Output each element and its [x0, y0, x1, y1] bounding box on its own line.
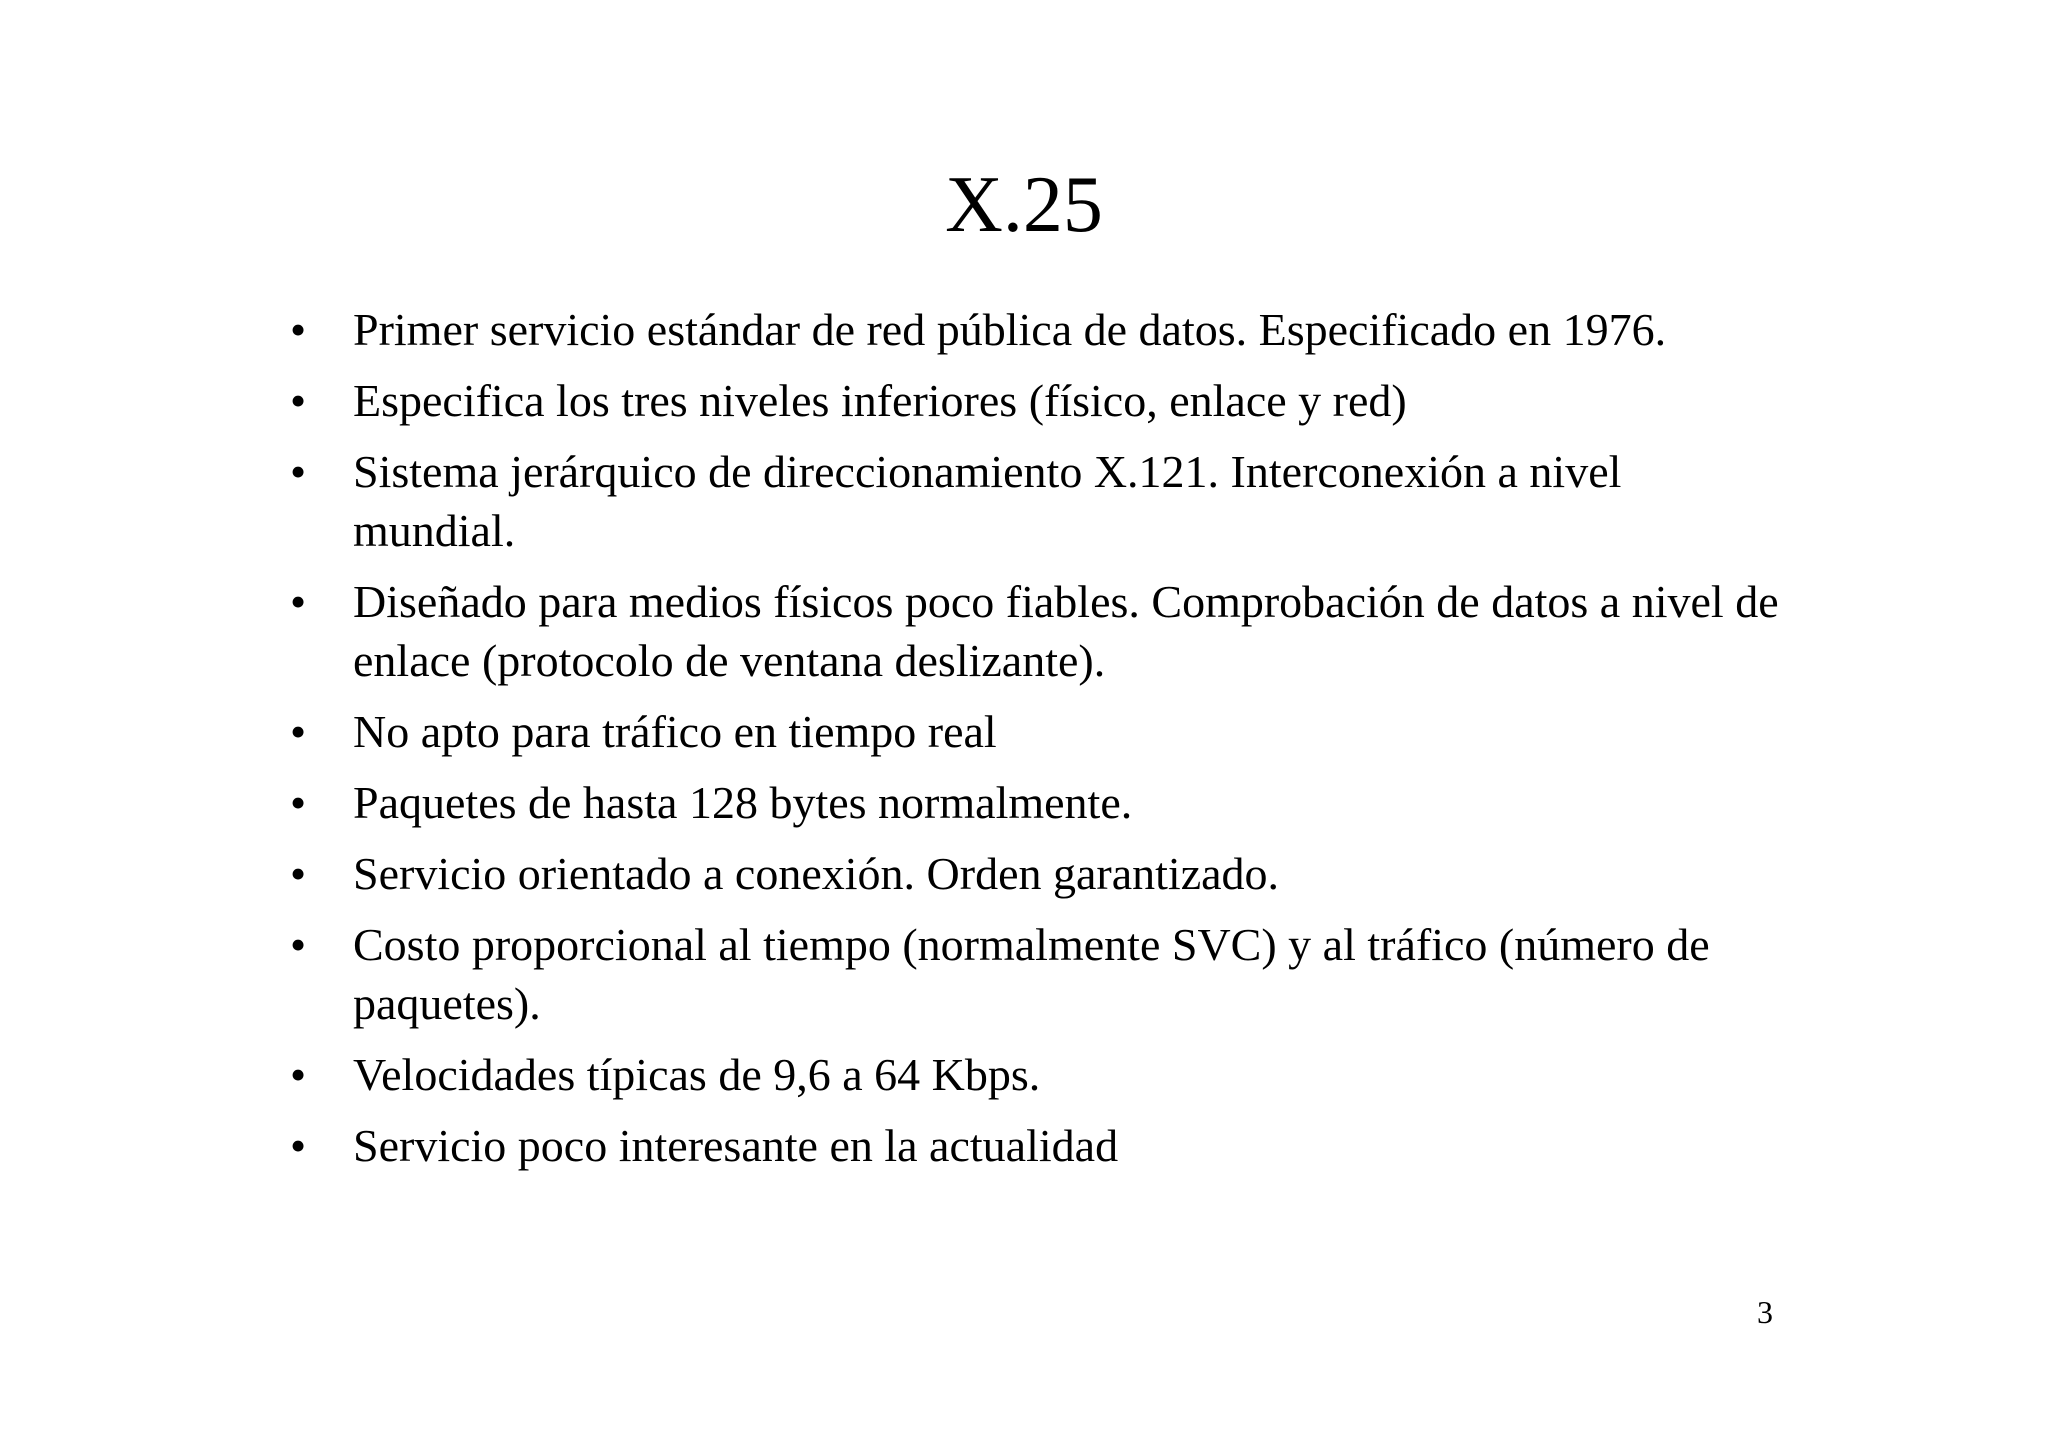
bullet-dot: • — [289, 848, 307, 899]
bullet-text: Especifica los tres niveles inferiores (físico, enlace y red) — [353, 375, 1407, 426]
slide-title: X.25 — [945, 161, 1103, 249]
page-number: 3 — [1757, 1294, 1773, 1330]
bullet-dot: • — [289, 304, 307, 355]
bullet-dot: • — [289, 1120, 307, 1171]
bullet-dot: • — [289, 1049, 307, 1100]
bullet-item — [288, 1116, 1788, 1175]
bullet-text: Costo proporcional al tiempo (normalmente SVC) y al tráfico (número de paquetes). — [353, 919, 1710, 1029]
bullet-text: Paquetes de hasta 128 bytes normalmente. — [353, 777, 1133, 828]
bullet-text: Primer servicio estándar de red pública de datos. Especificado en 1976. — [353, 304, 1667, 355]
bullet-text: Velocidades típicas de 9,6 a 64 Kbps. — [353, 1049, 1041, 1100]
bullet-list — [288, 300, 1788, 1187]
bullet-dot: • — [289, 777, 307, 828]
bullet-dot: • — [289, 375, 307, 426]
bullet-text: Servicio orientado a conexión. Orden garantizado. — [353, 848, 1280, 899]
bullet-item — [288, 702, 1788, 761]
bullet-item — [288, 1045, 1788, 1104]
bullet-item — [288, 371, 1788, 430]
bullet-dot: • — [289, 576, 307, 627]
bullet-text: No apto para tráfico en tiempo real — [353, 706, 997, 757]
bullet-dot: • — [289, 706, 307, 757]
bullet-item — [288, 442, 1788, 560]
bullet-item — [288, 300, 1788, 359]
bullet-item — [288, 572, 1788, 690]
bullet-text: Diseñado para medios físicos poco fiables. Comprobación de datos a nivel de enlace (protocolo de ventana deslizante). — [353, 576, 1779, 686]
bullet-dot: • — [289, 919, 307, 970]
bullet-item — [288, 844, 1788, 903]
bullet-item — [288, 915, 1788, 1033]
bullet-text: Servicio poco interesante en la actualidad — [353, 1120, 1119, 1171]
bullet-text: Sistema jerárquico de direccionamiento X.121. Interconexión a nivel mundial. — [353, 446, 1622, 556]
bullet-dot: • — [289, 446, 307, 497]
bullet-item — [288, 773, 1788, 832]
